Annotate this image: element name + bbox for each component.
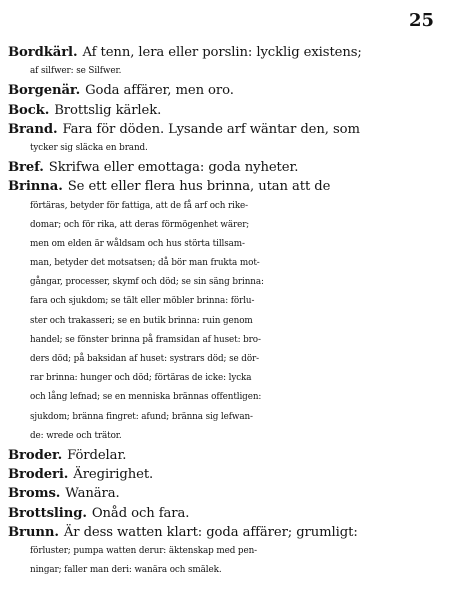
entry-definition-text: Goda affärer, men oro.: [85, 83, 234, 99]
entry-definition-text: gångar, processer, skymf och död; se sin säng brinna:: [30, 277, 264, 288]
entry-headword: Borgenär.: [8, 83, 81, 99]
entry-continuation-line: [8, 388, 436, 407]
entry-continuation-line: [8, 273, 436, 292]
dictionary-entry: [8, 484, 436, 503]
entry-definition-text: ders död; på baksidan af huset: systrars död; se dör-: [30, 354, 259, 364]
entry-headword: Bref.: [8, 160, 44, 176]
entry-first-line: [8, 177, 436, 196]
entry-first-line: [8, 101, 436, 120]
entry-first-line: [8, 81, 436, 100]
dictionary-entry: [8, 120, 436, 158]
entry-definition-text: Fara för döden. Lysande arf wäntar den, som: [62, 121, 360, 137]
entry-definition-text: Wanära.: [65, 486, 120, 502]
entry-headword: Broderi.: [8, 467, 69, 483]
entry-continuation-line: [8, 235, 436, 254]
entry-first-line: [8, 504, 436, 523]
entry-continuation-line: [8, 331, 436, 350]
entry-definition-text: fara och sjukdom; se tält eller möbler brinna: förlu-: [30, 296, 255, 307]
entry-headword: Broms.: [8, 486, 61, 502]
entry-definition-text: och lång lefnad; se en menniska brännas offentligen:: [30, 392, 262, 403]
entry-first-line: [8, 484, 436, 503]
dictionary-entry: [8, 504, 436, 523]
dictionary-entries: [8, 43, 436, 580]
entry-definition-text: Brottslig kärlek.: [54, 102, 162, 118]
entry-definition-text: Onåd och fara.: [91, 505, 190, 521]
page-number: 25: [408, 10, 434, 31]
entry-definition-text: Är dess watten klart: goda affärer; grumligt:: [63, 524, 358, 540]
dictionary-entry: [8, 523, 436, 581]
entry-continuation-line: [8, 350, 436, 369]
entry-definition-text: förluster; pumpa watten derur: äktenskap med pen-: [30, 545, 258, 556]
entry-definition-text: tycker sig släcka en brand.: [30, 142, 148, 153]
entry-headword: Brunn.: [8, 524, 59, 540]
entry-first-line: [8, 523, 436, 542]
dictionary-entry: [8, 43, 436, 81]
entry-definition-text: Af tenn, lera eller porslin: lycklig existens;: [82, 45, 362, 60]
entry-first-line: [8, 446, 436, 465]
dictionary-entry: [8, 446, 436, 465]
dictionary-entry: [8, 177, 436, 446]
entry-definition-text: förtäras, betyder för fattiga, att de få arf och rike-: [30, 200, 249, 211]
entry-continuation-line: [8, 561, 436, 580]
entry-definition-text: Fördelar.: [67, 447, 127, 463]
entry-continuation-line: [8, 427, 436, 446]
entry-continuation-line: [8, 139, 436, 158]
entry-first-line: [8, 465, 436, 484]
entry-first-line: [8, 158, 436, 177]
entry-continuation-line: [8, 369, 436, 388]
entry-headword: Brand.: [8, 121, 58, 137]
entry-definition-text: ningar; faller man deri: wanära och smälek.: [30, 565, 222, 576]
dictionary-entry: [8, 465, 436, 484]
entry-continuation-line: [8, 542, 436, 561]
entry-definition-text: handel; se fönster brinna på framsidan af huset: bro-: [30, 334, 261, 345]
entry-first-line: [8, 120, 436, 139]
entry-headword: Brinna.: [8, 179, 63, 195]
entry-definition-text: de: wrede och trätor.: [30, 430, 122, 441]
entry-continuation-line: [8, 312, 436, 331]
dictionary-entry: [8, 158, 436, 177]
entry-definition-text: ster och trakasseri; se en butik brinna: ruin genom: [30, 315, 253, 326]
entry-definition-text: men om elden är wåldsam och hus störta tillsam-: [30, 238, 245, 249]
entry-definition-text: man, betyder det motsatsen; då bör man frukta mot-: [30, 258, 260, 269]
entry-definition-text: rar brinna: hunger och död; förtäras de icke: lycka: [30, 373, 252, 384]
entry-definition-text: domar; och för rika, att deras förmögenhet wärer;: [30, 219, 250, 230]
entry-continuation-line: [8, 408, 436, 427]
entry-continuation-line: [8, 254, 436, 273]
entry-definition-text: sjukdom; bränna fingret: afund; bränna sig lefwan-: [30, 411, 253, 422]
entry-headword: Bordkärl.: [8, 45, 78, 60]
entry-continuation-line: [8, 216, 436, 235]
entry-headword: Bock.: [8, 102, 50, 118]
entry-headword: Broder.: [8, 447, 63, 463]
dictionary-entry: [8, 81, 436, 100]
entry-continuation-line: [8, 62, 436, 81]
entry-continuation-line: [8, 292, 436, 311]
entry-headword: Brottsling.: [8, 505, 87, 521]
entry-continuation-line: [8, 197, 436, 216]
entry-first-line: [8, 43, 436, 62]
entry-definition-text: Äregirighet.: [73, 467, 154, 483]
dictionary-entry: [8, 101, 436, 120]
entry-definition-text: af silfwer: se Silfwer.: [30, 66, 122, 77]
entry-definition-text: Se ett eller flera hus brinna, utan att de: [67, 179, 331, 195]
entry-definition-text: Skrifwa eller emottaga: goda nyheter.: [48, 160, 299, 176]
